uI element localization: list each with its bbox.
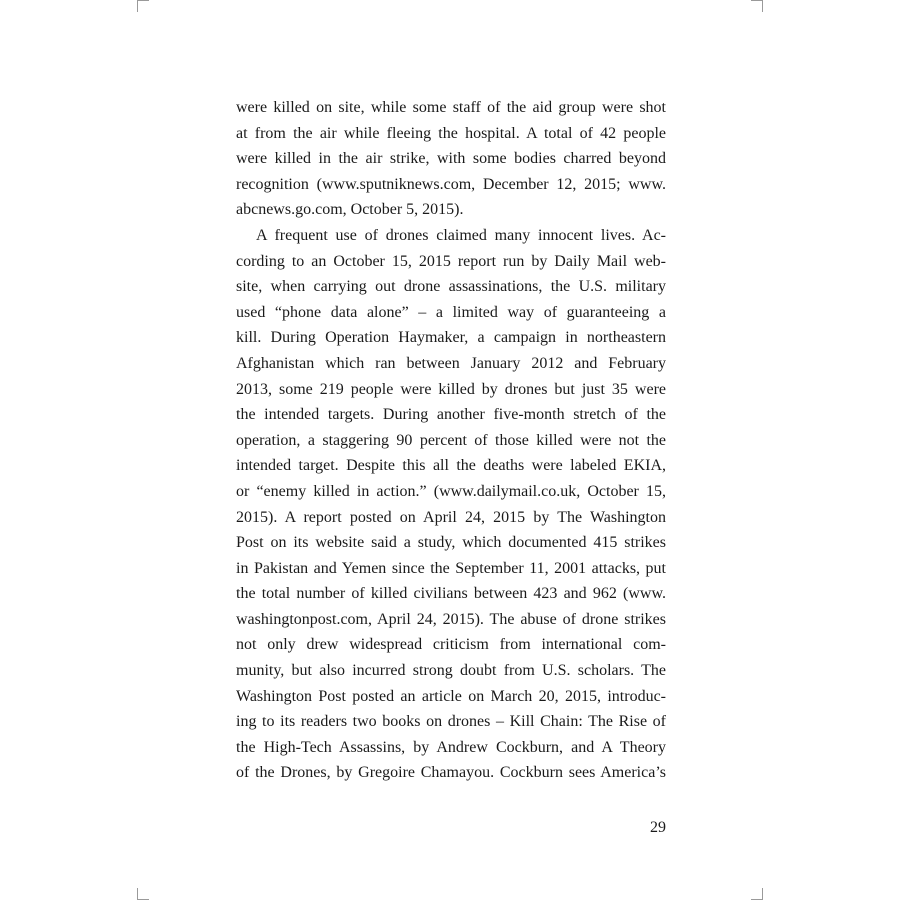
text-line: the High-Tech Assassins, by Andrew Cockburn, and A Theory [236, 738, 666, 756]
text-line: 2015). A report posted on April 24, 2015 by The Washington [236, 508, 666, 526]
page-number: 29 [650, 819, 666, 836]
text-line: of the Drones, by Gregoire Chamayou. Cockburn sees America’s [236, 764, 666, 782]
text-line: were killed in the air strike, with some bodies charred beyond [236, 150, 666, 168]
text-line: not only drew widespread criticism from international com- [236, 636, 666, 654]
text-line: ing to its readers two books on drones – Kill Chain: The Rise of [236, 713, 666, 731]
text-line: munity, but also incurred strong doubt from U.S. scholars. The [236, 662, 666, 680]
crop-mark-bottom-left-v [137, 888, 138, 900]
text-line: or “enemy killed in action.” (www.dailymail.co.uk, October 15, [236, 482, 666, 500]
text-line: recognition (www.sputniknews.com, December 12, 2015; www. [236, 175, 666, 193]
text-line: Afghanistan which ran between January 2012 and February [236, 354, 666, 372]
text-line: kill. During Operation Haymaker, a campaign in northeastern [236, 329, 666, 347]
text-line: cording to an October 15, 2015 report run by Daily Mail web- [236, 252, 666, 270]
text-line: at from the air while fleeing the hospital. A total of 42 people [236, 124, 666, 142]
crop-mark-bottom-right-v [762, 888, 763, 900]
text-line: the intended targets. During another five-month stretch of the [236, 406, 666, 424]
body-text [236, 95, 666, 786]
text-line: site, when carrying out drone assassinations, the U.S. military [236, 278, 666, 296]
crop-mark-top-right-v [762, 0, 763, 12]
paragraph-start-line: A frequent use of drones claimed many innocent lives. Ac- [256, 226, 666, 244]
text-line: the total number of killed civilians between 423 and 962 (www. [236, 585, 666, 603]
text-line: washingtonpost.com, April 24, 2015). The abuse of drone strikes [236, 610, 666, 628]
text-line: 2013, some 219 people were killed by drones but just 35 were [236, 380, 666, 398]
text-line: Washington Post posted an article on March 20, 2015, introduc- [236, 687, 666, 705]
crop-mark-top-left-v [137, 0, 138, 12]
text-line: were killed on site, while some staff of the aid group were shot [236, 99, 666, 116]
text-line: Post on its website said a study, which documented 415 strikes [236, 534, 666, 552]
text-line: intended target. Despite this all the deaths were labeled EKIA, [236, 457, 666, 475]
crop-mark-top-left-h [137, 0, 149, 1]
text-line: used “phone data alone” – a limited way of guaranteeing a [236, 303, 666, 321]
text-line: in Pakistan and Yemen since the September 11, 2001 attacks, put [236, 559, 666, 577]
text-line: operation, a staggering 90 percent of those killed were not the [236, 431, 666, 449]
text-line: abcnews.go.com, October 5, 2015). [236, 201, 464, 219]
